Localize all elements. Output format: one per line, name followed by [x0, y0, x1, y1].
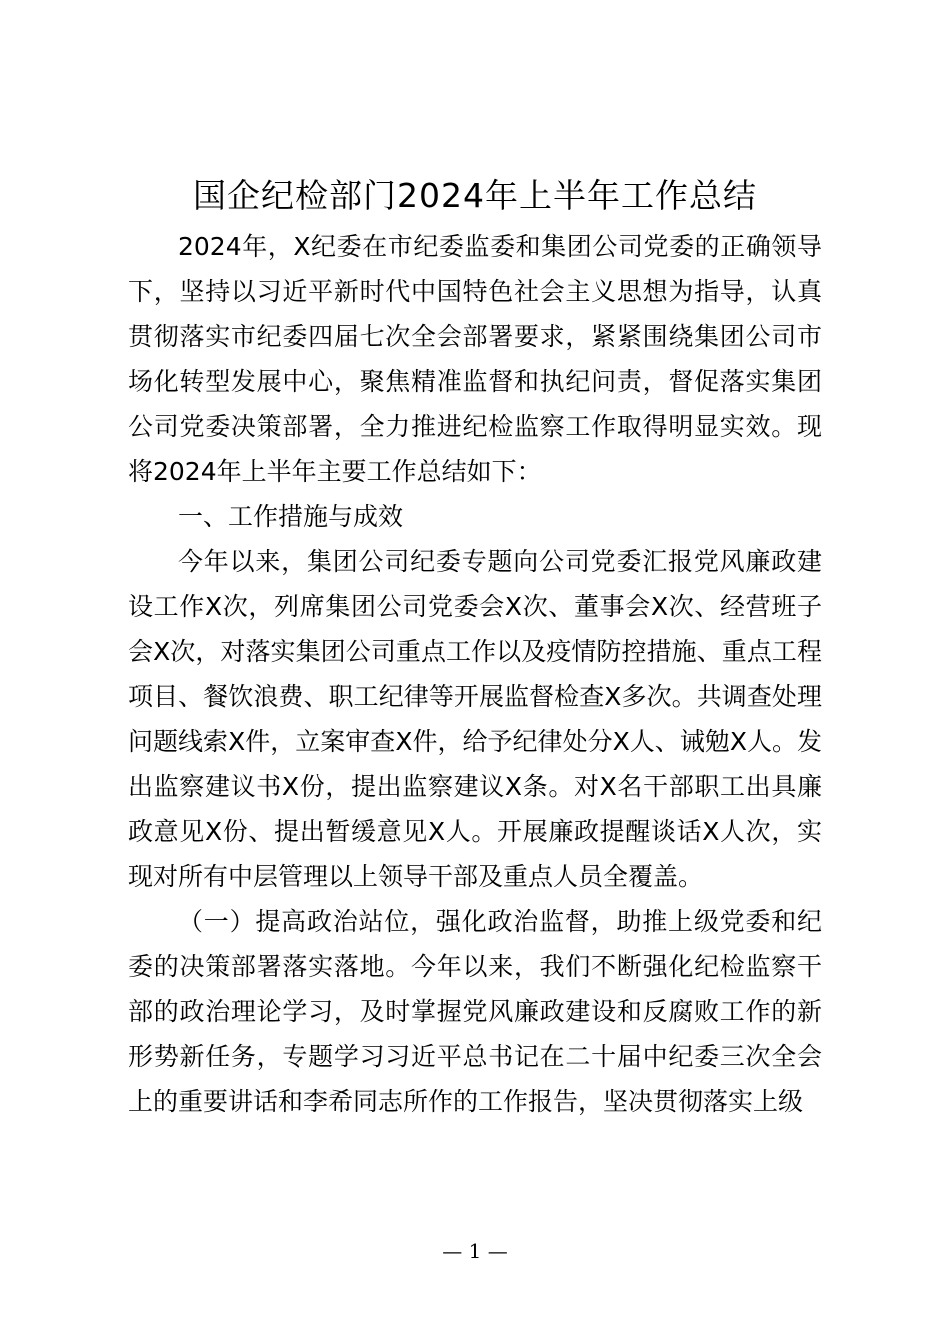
section-heading-measures: 一、工作措施与成效: [178, 502, 404, 531]
document-title: 国企纪检部门2024年上半年工作总结: [193, 176, 757, 215]
document-body: [128, 224, 822, 1124]
paragraph-intro: 2024年，X纪委在市纪委监委和集团公司党委的正确领导下，坚持以习近平新时代中国特色社会主义思想为指导，认真贯彻落实市纪委四届七次全会部署要求，紧紧围绕集团公司市场化转型发展中心，聚焦精准监督和执纪问责，督促落实集团公司党委决策部署，全力推进纪检监察工作取得明显实效。现将2024年上半年主要工作总结如下：: [128, 232, 822, 486]
page-number: — 1 —: [442, 1239, 508, 1263]
paragraph-political-supervision: （一）提高政治站位，强化政治监督，助推上级党委和纪委的决策部署落实落地。今年以来，我们不断强化纪检监察干部的政治理论学习，及时掌握党风廉政建设和反腐败工作的新形势新任务，专题学习习近平总书记在二十届中纪委三次全会上的重要讲话和李希同志所作的工作报告，坚决贯彻落实上级: [128, 907, 822, 1116]
paragraph-achievements: 今年以来，集团公司纪委专题向公司党委汇报党风廉政建设工作X次，列席集团公司党委会X次、董事会X次、经营班子会X次，对落实集团公司重点工作以及疫情防控措施、重点工程项目、餐饮浪费、职工纪律等开展监督检查X多次。共调查处理问题线索X件，立案审查X件，给予纪律处分X人、诫勉X人。发出监察建议书X份，提出监察建议X条。对X名干部职工出具廉政意见X份、提出暂缓意见X人。开展廉政提醒谈话X人次，实现对所有中层管理以上领导干部及重点人员全覆盖。: [128, 547, 822, 891]
